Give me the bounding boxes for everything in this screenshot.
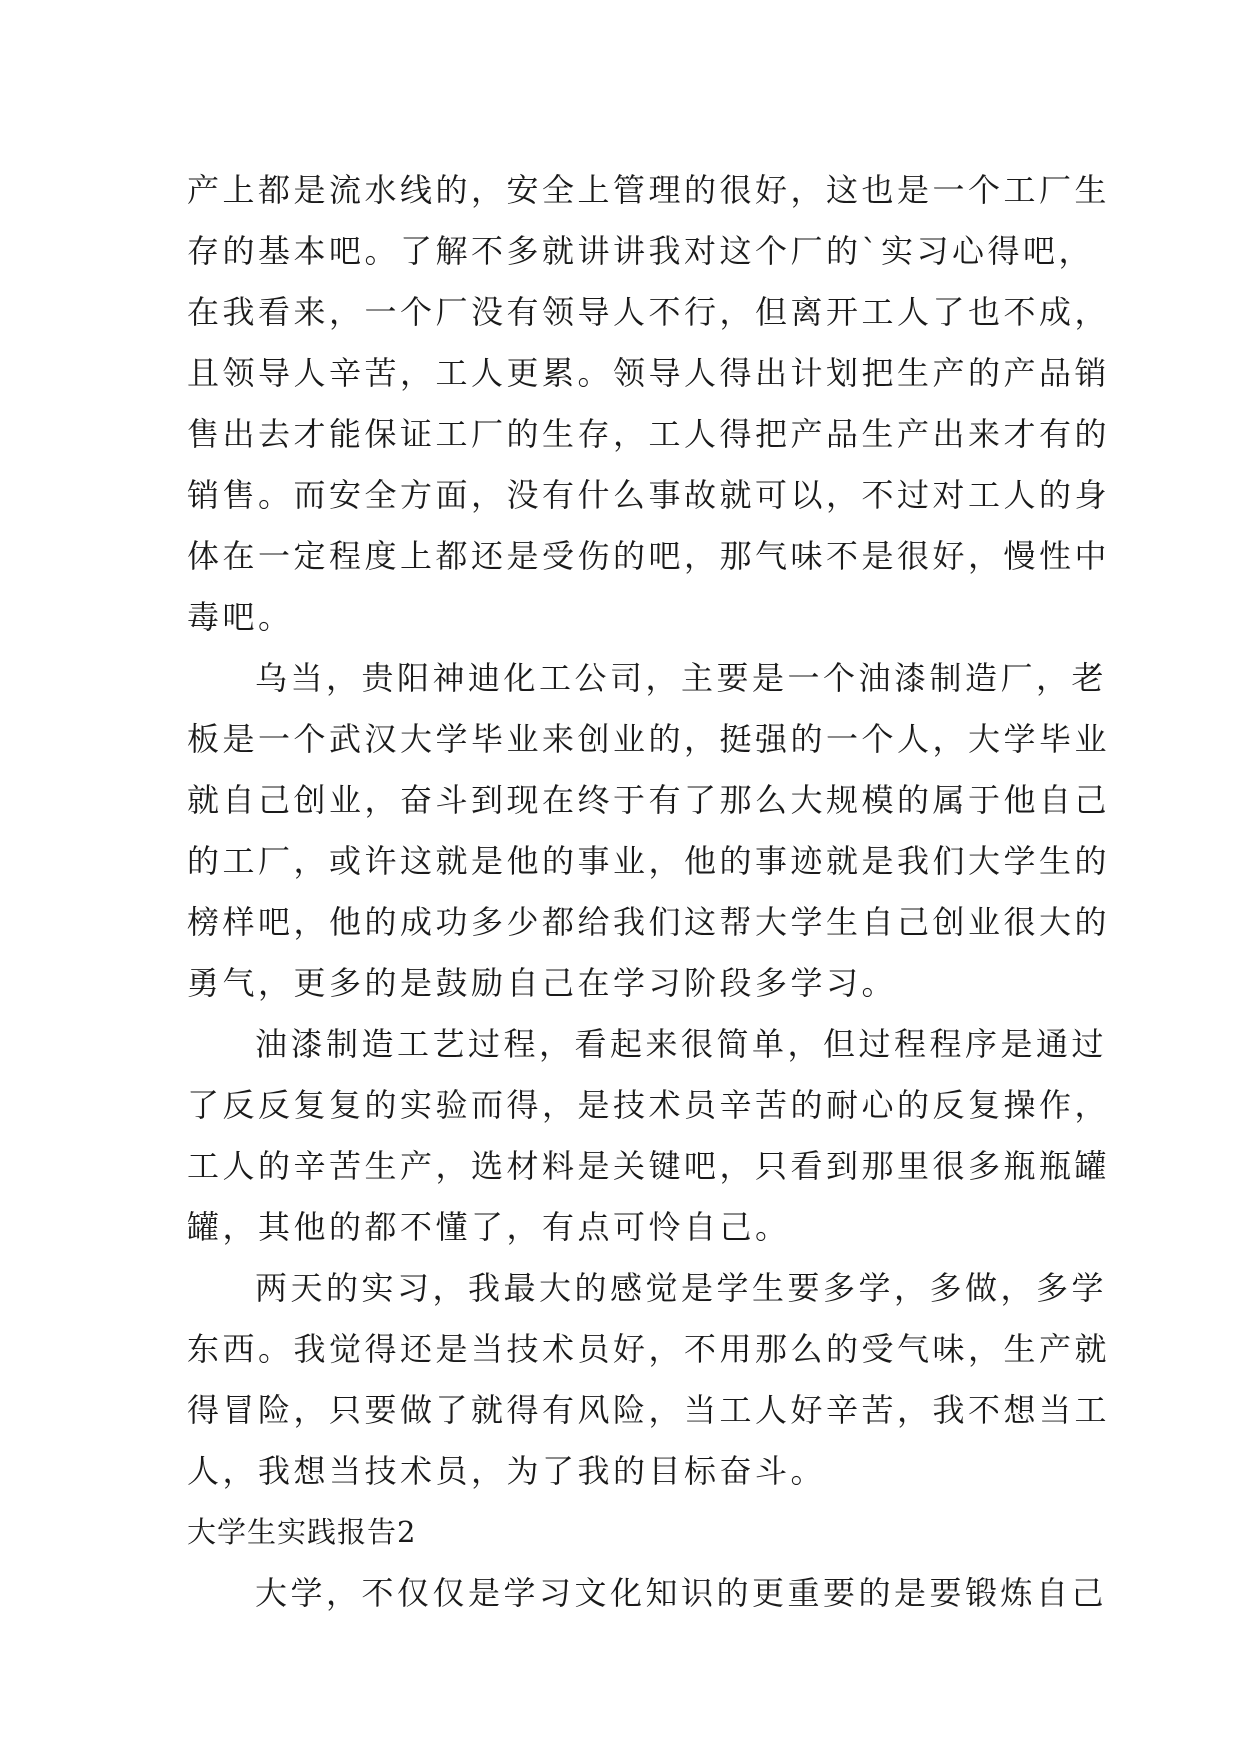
text-line: 了反反复复的实验而得，是技术员辛苦的耐心的反复操作， [187, 1086, 1111, 1124]
text-line: 在我看来，一个厂没有领导人不行，但离开工人了也不成， [187, 293, 1111, 331]
paragraph-start-line: 乌当，贵阳神迪化工公司，主要是一个油漆制造厂，老 [255, 659, 1108, 697]
text-line: 工人的辛苦生产，选材料是关键吧，只看到那里很多瓶瓶罐 [187, 1147, 1111, 1185]
text-line: 人，我想当技术员，为了我的目标奋斗。 [187, 1452, 827, 1490]
text-line: 产上都是流水线的，安全上管理的很好，这也是一个工厂生 [187, 171, 1111, 209]
text-line: 板是一个武汉大学毕业来创业的，挺强的一个人，大学毕业 [187, 720, 1111, 758]
body-text [187, 160, 1111, 1624]
paragraph-start-line: 大学，不仅仅是学习文化知识的更重要的是要锻炼自己 [255, 1574, 1108, 1612]
text-line: 勇气，更多的是鼓励自己在学习阶段多学习。 [187, 964, 898, 1002]
text-line: 售出去才能保证工厂的生存，工人得把产品生产出来才有的 [187, 415, 1111, 453]
text-line: 得冒险，只要做了就得有风险，当工人好辛苦，我不想当工 [187, 1391, 1111, 1429]
paragraph-start-line: 油漆制造工艺过程，看起来很简单，但过程程序是通过 [255, 1025, 1108, 1063]
text-line: 销售。而安全方面，没有什么事故就可以，不过对工人的身 [187, 476, 1111, 514]
text-line: 东西。我觉得还是当技术员好，不用那么的受气味，生产就 [187, 1330, 1111, 1368]
text-line: 存的基本吧。了解不多就讲讲我对这个厂的`实习心得吧， [187, 232, 1095, 270]
text-line: 毒吧。 [187, 598, 294, 636]
text-line: 罐，其他的都不懂了，有点可怜自己。 [187, 1208, 791, 1246]
text-line: 且领导人辛苦，工人更累。领导人得出计划把生产的产品销 [187, 354, 1111, 392]
section-heading: 大学生实践报告2 [187, 1515, 417, 1549]
paragraph-start-line: 两天的实习，我最大的感觉是学生要多学，多做，多学 [255, 1269, 1108, 1307]
text-line: 榜样吧，他的成功多少都给我们这帮大学生自己创业很大的 [187, 903, 1111, 941]
text-line: 的工厂，或许这就是他的事业，他的事迹就是我们大学生的 [187, 842, 1111, 880]
text-line: 就自己创业，奋斗到现在终于有了那么大规模的属于他自己 [187, 781, 1111, 819]
text-line: 体在一定程度上都还是受伤的吧，那气味不是很好，慢性中 [187, 537, 1111, 575]
